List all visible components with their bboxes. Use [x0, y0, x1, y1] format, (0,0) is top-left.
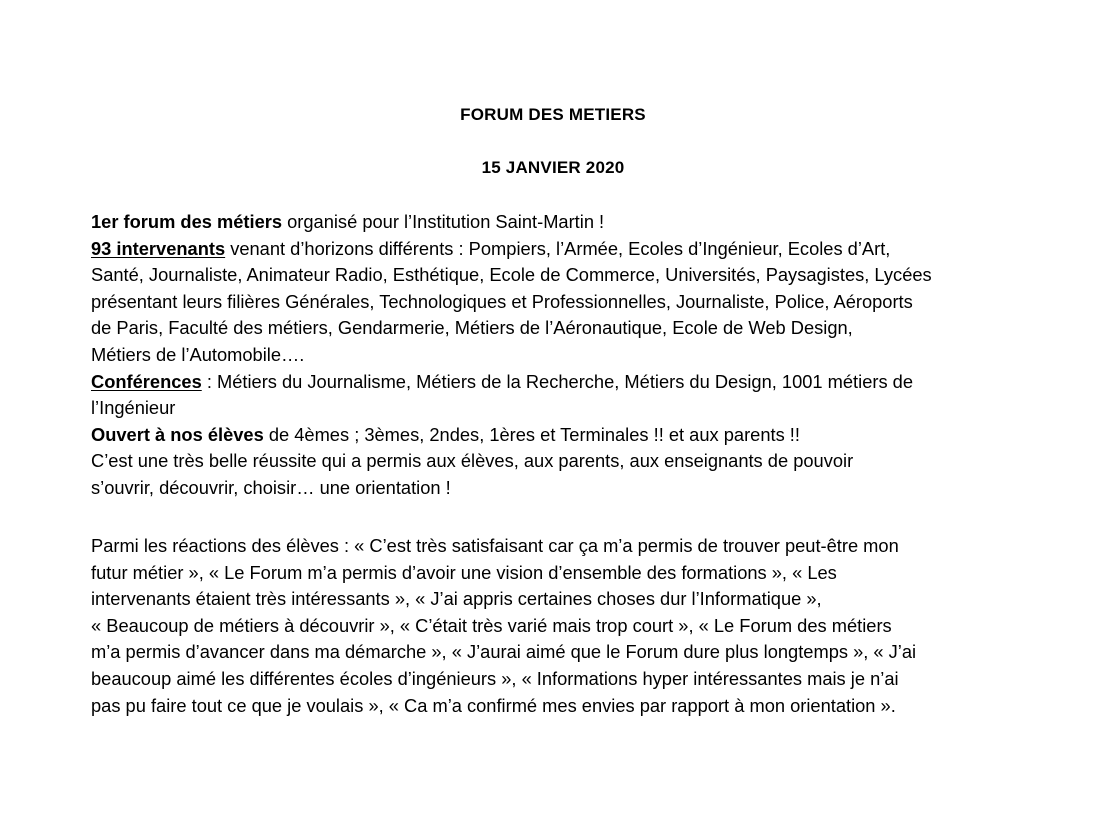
first-forum-label: 1er forum des métiers	[91, 211, 283, 232]
reactions-line: pas pu faire tout ce que je voulais », « Ca m’a confirmé mes envies par rapport à mon orientation ».	[91, 694, 896, 716]
speakers-label: 93 intervenants	[91, 237, 226, 259]
reactions-line: Parmi les réactions des élèves : « C’est très satisfaisant car ça m’a permis de trouver peut-être mon	[91, 535, 899, 556]
reactions-paragraph	[91, 533, 1021, 719]
open-to-students-label: Ouvert à nos élèves	[91, 423, 264, 445]
document-title: FORUM DES METIERS	[460, 105, 646, 124]
intro-line: Métiers de l’Automobile….	[91, 343, 305, 365]
reactions-line: « Beaucoup de métiers à découvrir », « C’était très varié mais trop court », « Le Forum des métiers	[91, 614, 892, 636]
reactions-line: futur métier », « Le Forum m’a permis d’avoir une vision d’ensemble des formations », « Les	[91, 561, 837, 583]
intro-text: venant d’horizons différents : Pompiers, l’Armée, Ecoles d’Ingénieur, Ecoles d’Art,	[225, 237, 891, 259]
reactions-line: beaucoup aimé les différentes écoles d’ingénieurs », « Informations hyper intéressantes mais je n’ai	[91, 667, 899, 689]
intro-paragraph	[91, 209, 1021, 502]
intro-line	[91, 236, 1021, 263]
reactions-line: intervenants étaient très intéressants », « J’ai appris certaines choses dur l’Informatique »,	[91, 588, 822, 610]
intro-line: de Paris, Faculté des métiers, Gendarmerie, Métiers de l’Aéronautique, Ecole de Web Design,	[91, 317, 853, 339]
intro-text: : Métiers du Journalisme, Métiers de la Recherche, Métiers du Design, 1001 métiers de	[201, 370, 914, 392]
intro-line: Santé, Journaliste, Animateur Radio, Esthétique, Ecole de Commerce, Universités, Paysagistes, Lycées	[91, 264, 932, 286]
intro-line	[91, 209, 1021, 236]
intro-line: l’Ingénieur	[91, 397, 176, 419]
intro-text: de 4èmes ; 3èmes, 2ndes, 1ères et Terminales !! et aux parents !!	[263, 423, 800, 445]
reactions-line: m’a permis d’avancer dans ma démarche », « J’aurai aimé que le Forum dure plus longtemps », « J’ai	[91, 641, 917, 663]
document-date: 15 JANVIER 2020	[481, 158, 625, 177]
intro-line	[91, 369, 1021, 396]
conferences-label: Conférences	[91, 370, 202, 392]
intro-text: organisé pour l’Institution Saint-Martin !	[282, 211, 605, 232]
intro-line	[91, 422, 1021, 449]
intro-line: C’est une très belle réussite qui a permis aux élèves, aux parents, aux enseignants de pouvoir	[91, 450, 854, 472]
intro-line: s’ouvrir, découvrir, choisir… une orientation !	[91, 476, 451, 498]
intro-line: présentant leurs filières Générales, Technologiques et Professionnelles, Journaliste, Police, Aéroports	[91, 290, 913, 312]
